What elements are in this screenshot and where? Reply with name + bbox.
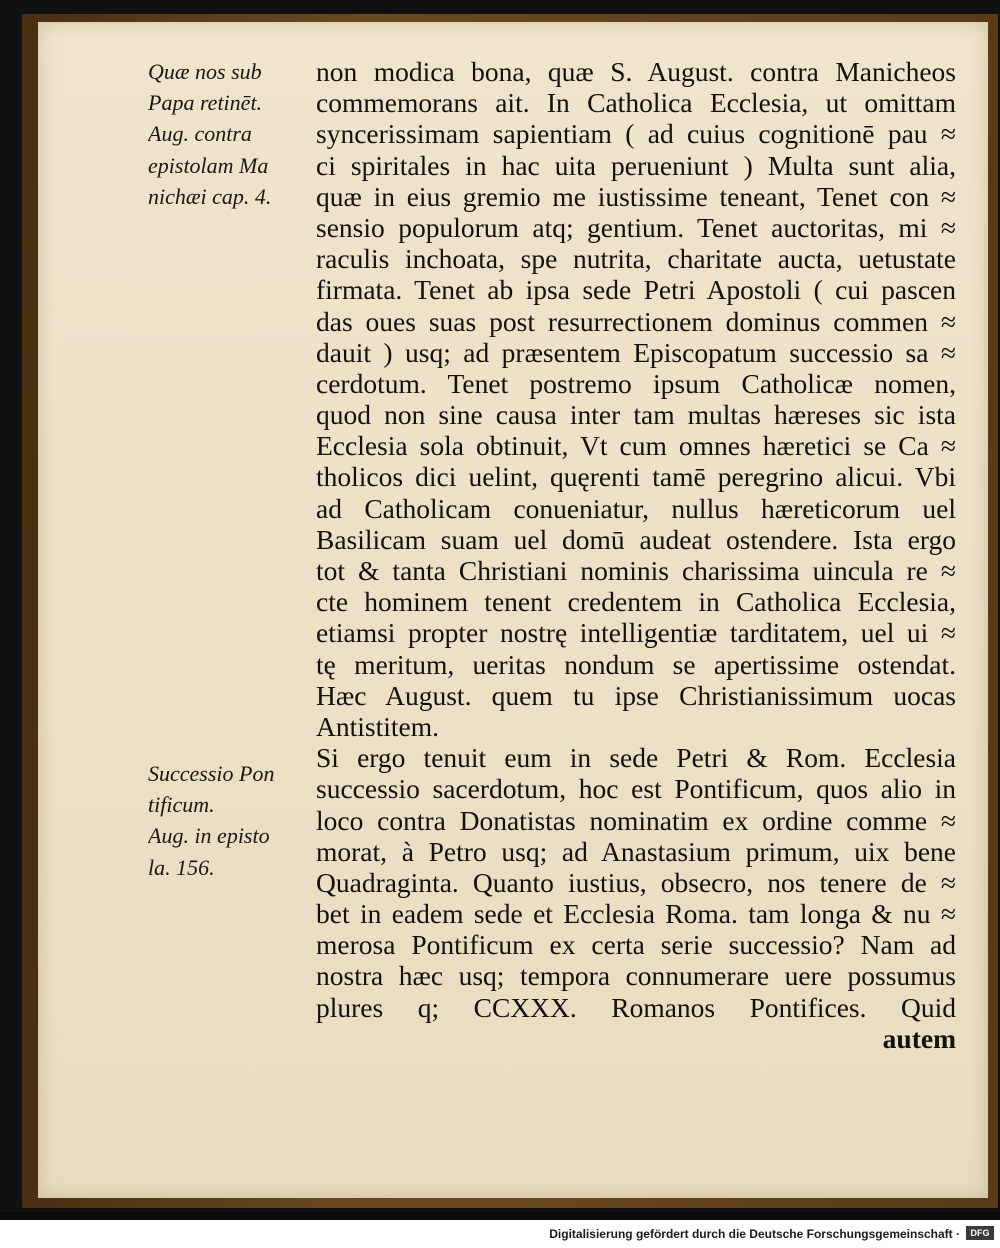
text-line: bet in eadem sede et Ecclesia Roma. tam longa & nu ≈ (316, 898, 956, 930)
text-line: Antistitem. (316, 710, 439, 742)
text-line: Hæc August. quem tu ipse Christianissimum uocas (316, 679, 956, 711)
margin-note-line: Aug. in episto (148, 823, 270, 849)
text-line: morat, à Petro usq; ad Anastasium primum, uix bene (316, 835, 956, 867)
text-line: Basilicam suam uel domū audeat ostendere. Ista ergo (316, 523, 956, 555)
margin-note-line: Papa retinēt. (148, 90, 263, 116)
text-line: tholicos dici uelint, quęrenti tamē peregrino alicui. Vbi (316, 461, 956, 493)
text-line: commemorans ait. In Catholica Ecclesia, ut omittam (316, 87, 956, 119)
text-line: firmata. Tenet ab ipsa sede Petri Apostoli ( cui pascen (316, 274, 956, 306)
text-line: ci spiritales in hac uita perueniunt ) Multa sunt alia, (316, 149, 956, 181)
dfg-logo: DFG (966, 1226, 994, 1240)
margin-note-line: nichæi cap. 4. (148, 183, 272, 209)
text-line: sensio populorum atq; gentium. Tenet auctoritas, mi ≈ (316, 211, 956, 243)
text-line: Si ergo tenuit eum in sede Petri & Rom. Ecclesia (316, 742, 956, 774)
margin-note-line: epistolam Ma (148, 152, 269, 178)
text-line: dauit ) usq; ad præsentem Episcopatum successio sa ≈ (316, 336, 956, 368)
margin-note-line: Aug. contra (148, 121, 252, 147)
margin-note-line: la. 156. (148, 854, 215, 880)
text-line: cte hominem tenent credentem in Catholica Ecclesia, (316, 586, 956, 618)
body-text (316, 56, 956, 1054)
text-line: Ecclesia sola obtinuit, Vt cum omnes hæretici se Ca ≈ (316, 430, 956, 462)
text-line: raculis inchoata, spe nutrita, charitate aucta, uetustate (316, 243, 956, 275)
text-line: quod non sine causa inter tam multas hæreses sic ista (316, 399, 956, 431)
text-line: ad Catholicam conueniatur, nullus hæreticorum uel (316, 492, 956, 524)
catchword: autem (882, 1022, 956, 1054)
margin-note-2 (148, 758, 313, 883)
text-line: successio sacerdotum, hoc est Pontificum, quos alio in (316, 773, 956, 805)
text-line: etiamsi propter nostrę intelligentiæ tarditatem, uel ui ≈ (316, 617, 956, 649)
text-line: plures q; CCXXX. Romanos Pontifices. Quid (316, 991, 956, 1023)
footer-bar (0, 1220, 1000, 1248)
margin-note-line: tificum. (148, 792, 215, 818)
text-line: non modica bona, quæ S. August. contra Manicheos (316, 56, 956, 87)
text-line: nostra hæc usq; tempora connumerare uere possumus (316, 960, 956, 992)
text-line: syncerissimam sapientiam ( ad cuius cognitionē pau ≈ (316, 118, 956, 150)
text-line: quæ in eius gremio me iustissime teneant, Tenet con ≈ (316, 180, 956, 212)
margin-note-1 (148, 56, 313, 212)
text-line: loco contra Donatistas nominatim ex ordine comme ≈ (316, 804, 956, 836)
text-line: Quadraginta. Quanto iustius, obsecro, nos tenere de ≈ (316, 866, 956, 898)
text-line: merosa Pontificum ex certa serie successio? Nam ad (316, 929, 956, 961)
text-line: tę meritum, ueritas nondum se apertissime ostendat. (316, 648, 956, 680)
margin-note-line: Successio Pon (148, 761, 275, 786)
margin-note-line: Quæ nos sub (148, 59, 262, 84)
text-line: cerdotum. Tenet postremo ipsum Catholicæ nomen, (316, 367, 956, 399)
footer-credit: Digitalisierung gefördert durch die Deutsche Forschungsgemeinschaft · (549, 1227, 960, 1241)
text-line: tot & tanta Christiani nominis charissima uincula re ≈ (316, 555, 956, 586)
text-line: das oues suas post resurrectionem dominus commen ≈ (316, 305, 956, 337)
